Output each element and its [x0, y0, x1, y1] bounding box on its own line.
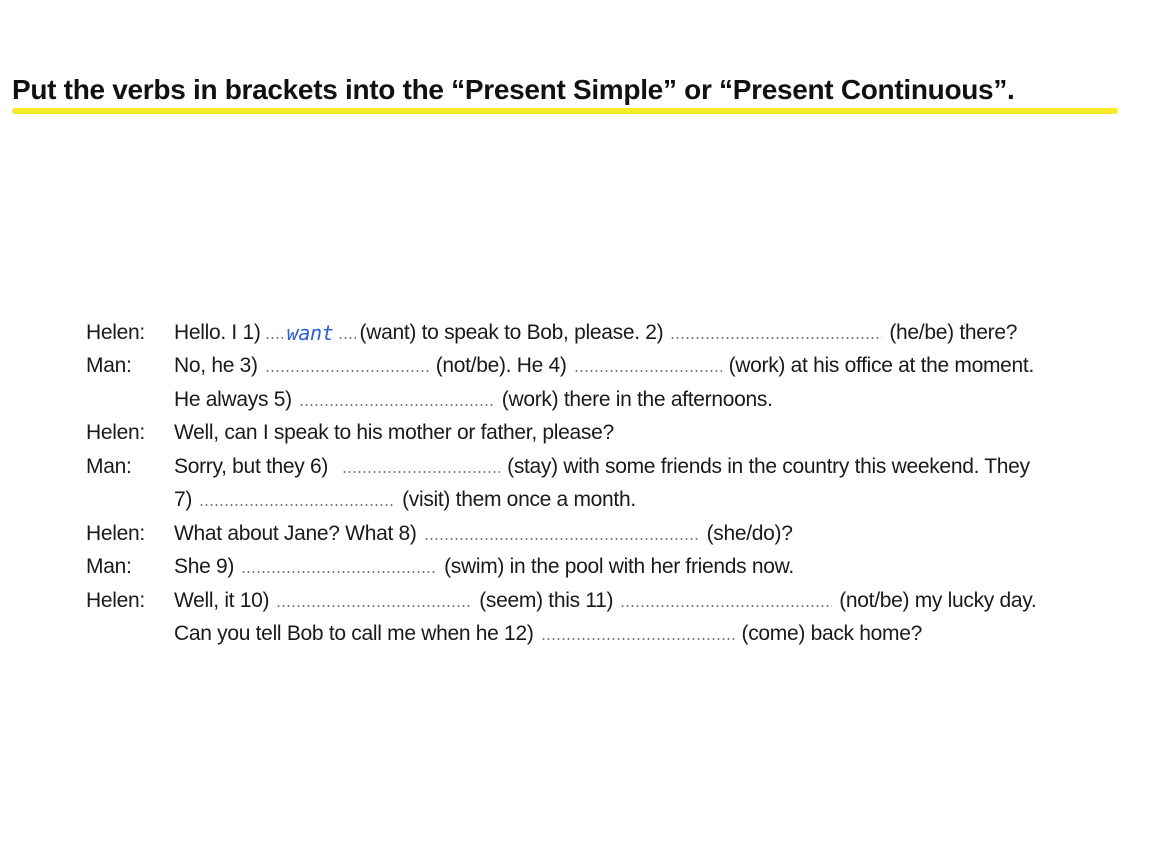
text-segment: (work) there in the afternoons.	[501, 387, 773, 411]
instruction-header	[12, 74, 1015, 106]
text-segment: (not/be). He 4)	[435, 354, 567, 378]
text-segment: Can you tell Bob to call me when he 12)	[174, 622, 534, 646]
text-segment: No, he 3)	[174, 354, 258, 378]
answer-blank-7[interactable]	[199, 504, 395, 506]
line-text	[174, 388, 1076, 412]
text-segment: Hello. I 1)	[174, 320, 261, 344]
dialogue-exercise	[86, 316, 1076, 651]
speaker-label: Helen:	[86, 421, 145, 445]
text-segment: Well, can I speak to his mother or father, please?	[174, 421, 614, 445]
line-text	[174, 455, 1076, 479]
filled-answer: want	[286, 320, 334, 345]
line-text	[174, 488, 1076, 512]
title-highlight-underline	[12, 108, 1118, 114]
instruction-title: Put the verbs in brackets into the “Present Simple” or “Present Continuous”.	[12, 74, 1015, 105]
text-segment: (visit) them once a month.	[402, 488, 636, 512]
answer-blank-9[interactable]	[241, 571, 437, 573]
answer-blank-2[interactable]	[670, 337, 882, 339]
dialogue-line	[86, 350, 1076, 384]
text-segment: (want) to speak to Bob, please. 2)	[359, 320, 664, 344]
text-segment: (work) at his office at the moment.	[728, 354, 1034, 378]
text-segment: She 9)	[174, 555, 235, 579]
text-segment: Sorry, but they 6)	[174, 454, 329, 478]
speaker-label: Man:	[86, 555, 132, 579]
dialogue-line	[86, 316, 1076, 350]
answer-blank-11[interactable]	[620, 605, 832, 607]
text-segment: Well, it 10)	[174, 588, 270, 612]
line-text	[174, 622, 1076, 646]
text-segment: (he/be) there?	[889, 320, 1018, 344]
speaker-label: Helen:	[86, 521, 145, 545]
answer-blank-10[interactable]	[276, 605, 472, 607]
answer-blank-8[interactable]	[424, 538, 700, 540]
dialogue-line	[86, 484, 1076, 518]
speaker-label: Man:	[86, 354, 132, 378]
answer-blank-5[interactable]	[299, 404, 495, 406]
answer-blank-12[interactable]	[541, 638, 735, 640]
dialogue-line	[86, 584, 1076, 618]
blank-dots	[265, 337, 283, 339]
text-segment: What about Jane? What 8)	[174, 521, 417, 545]
line-text	[174, 421, 1076, 445]
dialogue-line	[86, 450, 1076, 484]
line-text	[174, 321, 1076, 345]
answer-blank-4[interactable]	[574, 370, 722, 372]
answer-blank-3[interactable]	[265, 370, 429, 372]
text-segment: 7)	[174, 488, 193, 512]
text-segment: (stay) with some friends in the country this weekend. They	[507, 454, 1030, 478]
dialogue-line	[86, 517, 1076, 551]
dialogue-line	[86, 618, 1076, 652]
text-segment: (swim) in the pool with her friends now.	[444, 555, 794, 579]
line-text	[174, 589, 1076, 613]
dialogue-line	[86, 383, 1076, 417]
dialogue-line	[86, 417, 1076, 451]
speaker-label: Man:	[86, 454, 132, 478]
speaker-label: Helen:	[86, 320, 145, 344]
blank-dots	[338, 337, 356, 339]
text-segment: (come) back home?	[741, 622, 922, 646]
line-text	[174, 555, 1076, 579]
speaker-label: Helen:	[86, 588, 145, 612]
text-segment: He always 5)	[174, 387, 292, 411]
answer-blank-1[interactable]	[265, 321, 356, 345]
line-text	[174, 522, 1076, 546]
text-segment: (she/do)?	[706, 521, 793, 545]
line-text	[174, 354, 1076, 378]
answer-blank-6[interactable]	[342, 471, 500, 473]
dialogue-line	[86, 551, 1076, 585]
text-segment: (seem) this 11)	[479, 588, 614, 612]
text-segment: (not/be) my lucky day.	[839, 588, 1037, 612]
